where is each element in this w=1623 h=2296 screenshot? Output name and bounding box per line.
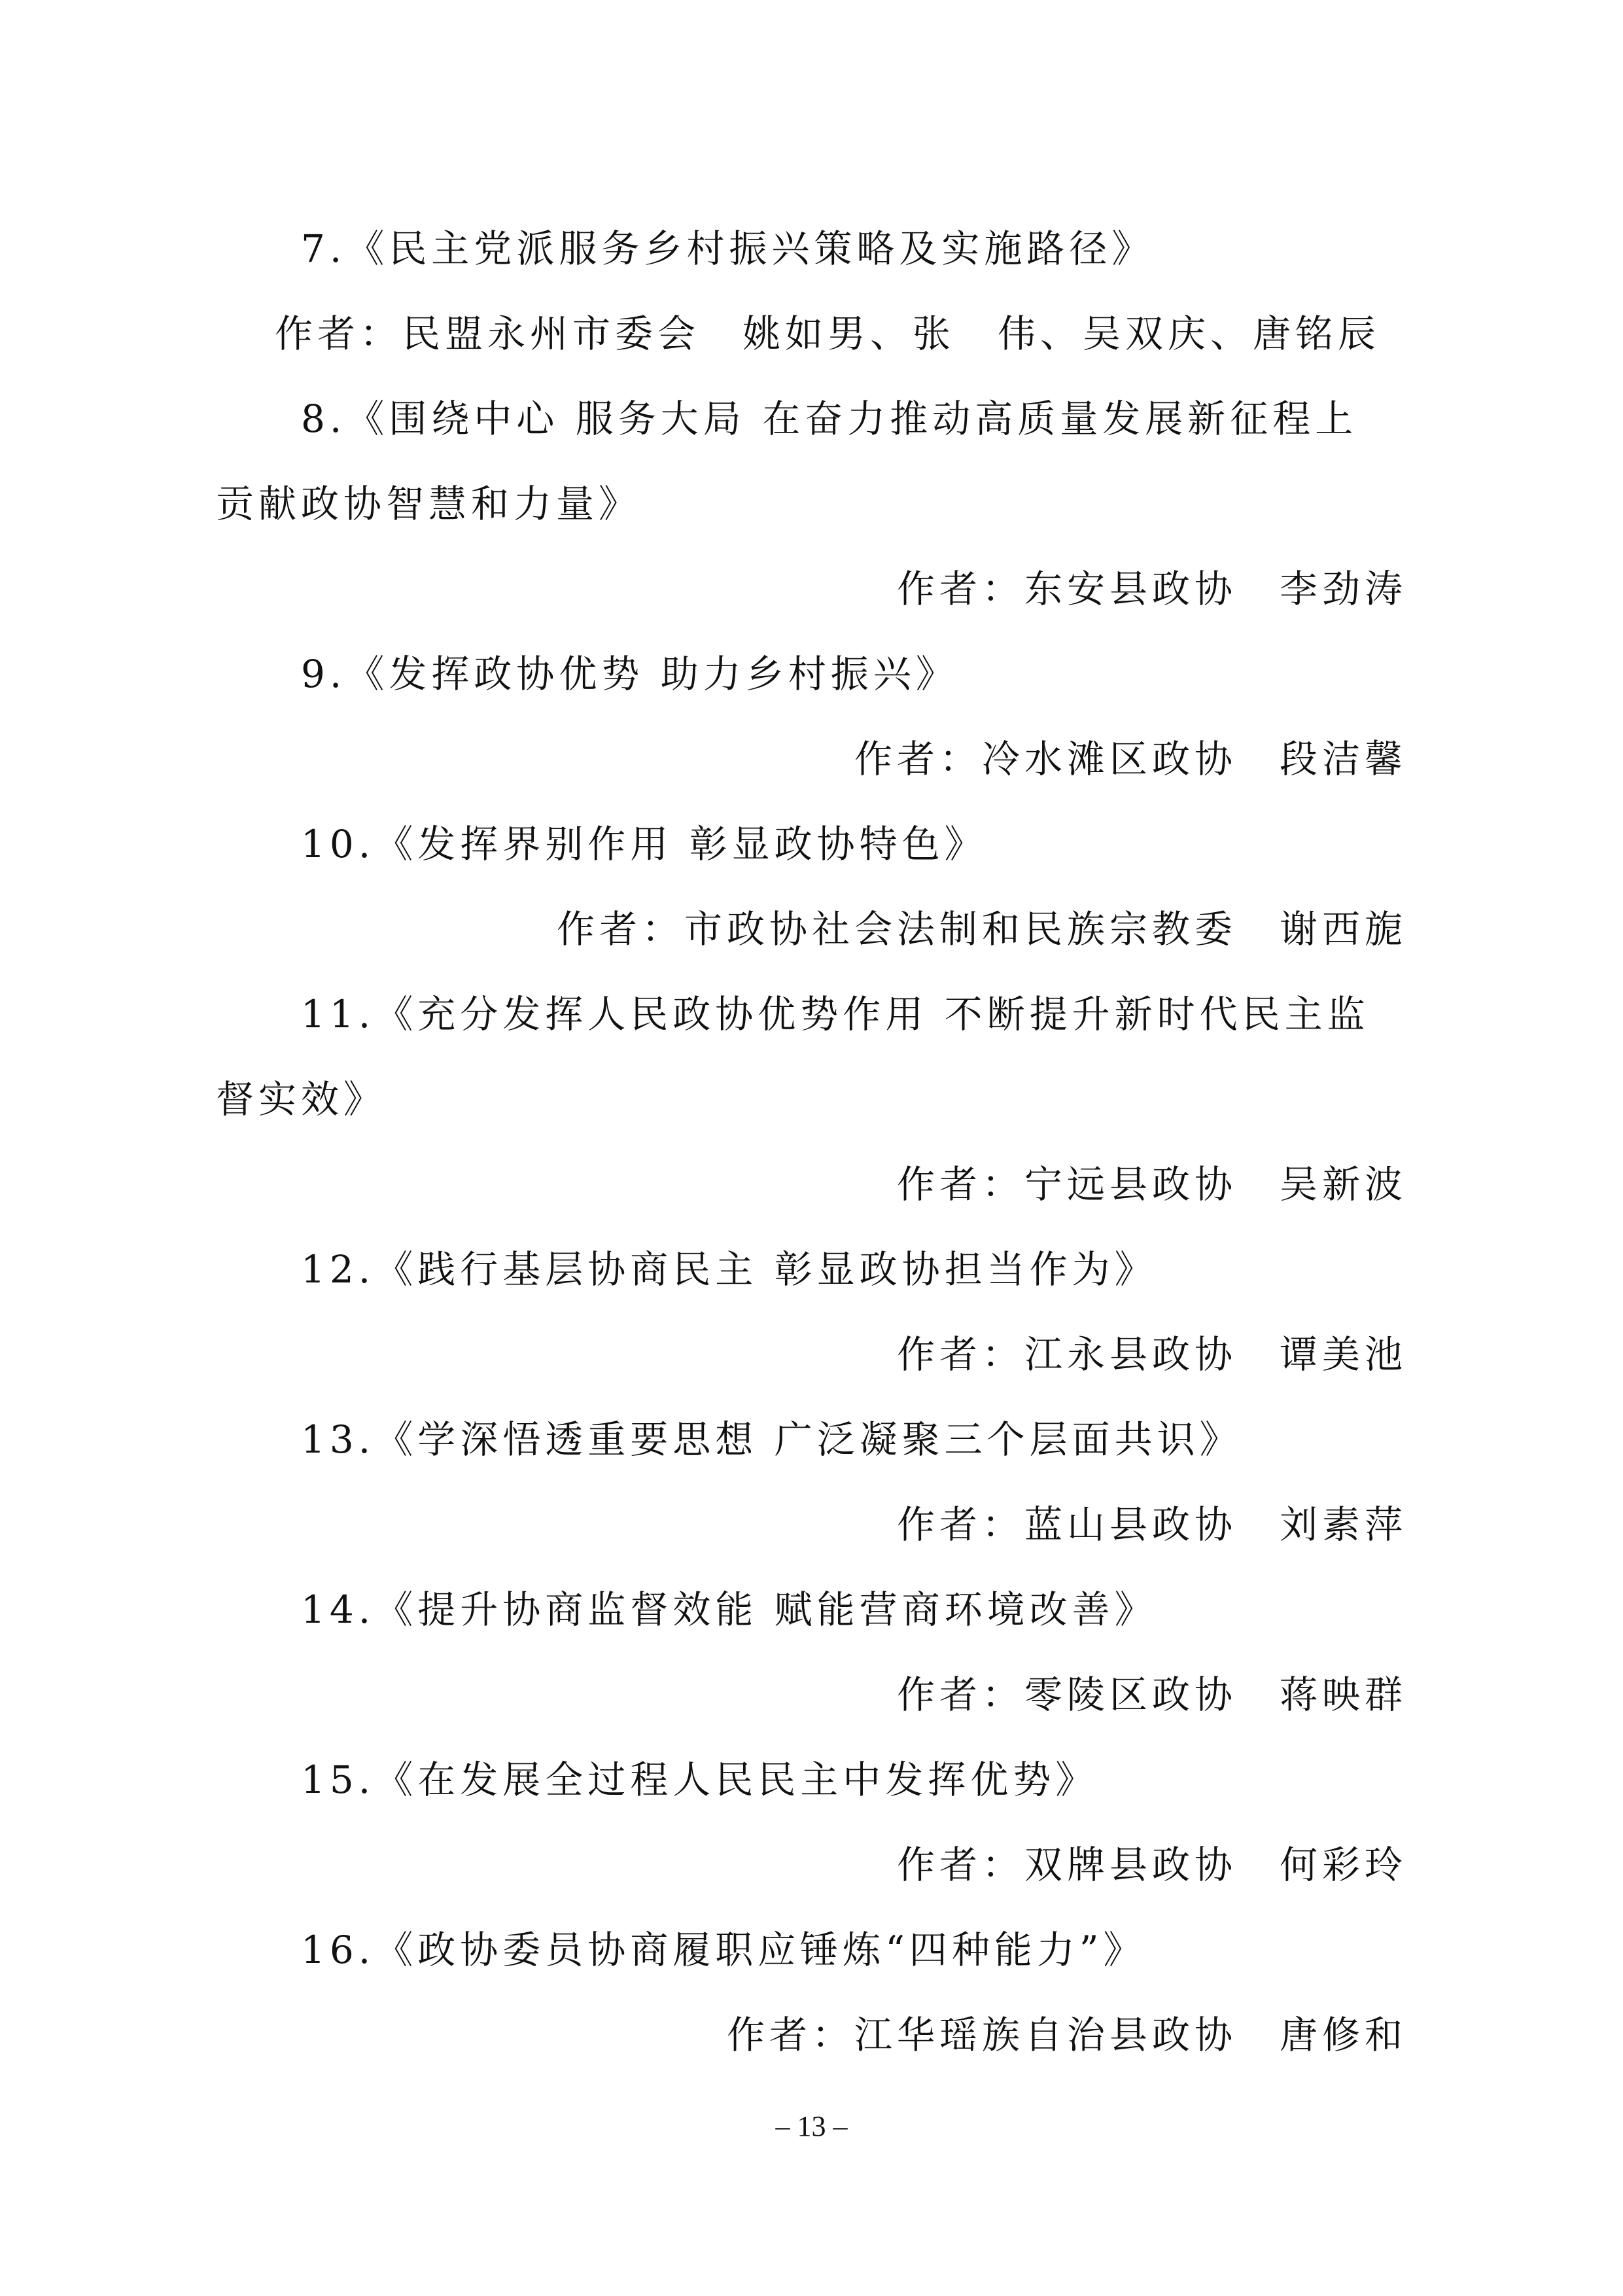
entry-title-11-line1: 11.《充分发挥人民政协优势作用 不断提升新时代民主监 (301, 992, 1370, 1036)
entry-title-12: 12.《践行基层协商民主 彰显政协担当作为》 (301, 1247, 1157, 1292)
entry-title-9: 9.《发挥政协优势 助力乡村振兴》 (301, 652, 958, 696)
entry-title-8-line2: 贡献政协智慧和力量》 (216, 482, 642, 526)
entry-author-14: 作者：零陵区政协 蒋映群 (896, 1672, 1407, 1717)
page-number: – 13 – (775, 2110, 848, 2142)
entry-title-13: 13.《学深悟透重要思想 广泛凝聚三个层面共识》 (301, 1417, 1242, 1462)
entry-title-16: 16.《政协委员协商履职应锤炼“四种能力”》 (301, 1928, 1146, 1972)
entry-author-8: 作者：东安县政协 李劲涛 (896, 567, 1407, 611)
entry-title-10: 10.《发挥界别作用 彰显政协特色》 (301, 822, 987, 866)
entry-author-15: 作者：双牌县政协 何彩玲 (896, 1843, 1407, 1887)
entry-title-11-line2: 督实效》 (216, 1077, 387, 1122)
entry-author-13: 作者：蓝山县政协 刘素萍 (896, 1502, 1407, 1547)
entry-title-8-line1: 8.《围绕中心 服务大局 在奋力推动高质量发展新征程上 (301, 397, 1358, 441)
entry-author-12: 作者：江永县政协 谭美池 (896, 1332, 1407, 1377)
entry-title-7: 7.《民主党派服务乡村振兴策略及实施路径》 (301, 226, 1155, 271)
entry-title-14: 14.《提升协商监督效能 赋能营商环境改善》 (301, 1587, 1157, 1632)
entry-author-9: 作者：冷水滩区政协 段洁馨 (854, 737, 1407, 781)
entry-author-7: 作者：民盟永州市委会 姚如男、张 伟、吴双庆、唐铭辰 (275, 311, 1381, 356)
entry-author-16: 作者：江华瑶族自治县政协 唐修和 (726, 2013, 1407, 2057)
entry-author-11: 作者：宁远县政协 吴新波 (896, 1162, 1407, 1207)
entry-title-15: 15.《在发展全过程人民民主中发挥优势》 (301, 1757, 1098, 1802)
entry-author-10: 作者：市政协社会法制和民族宗教委 谢西旎 (556, 907, 1407, 951)
